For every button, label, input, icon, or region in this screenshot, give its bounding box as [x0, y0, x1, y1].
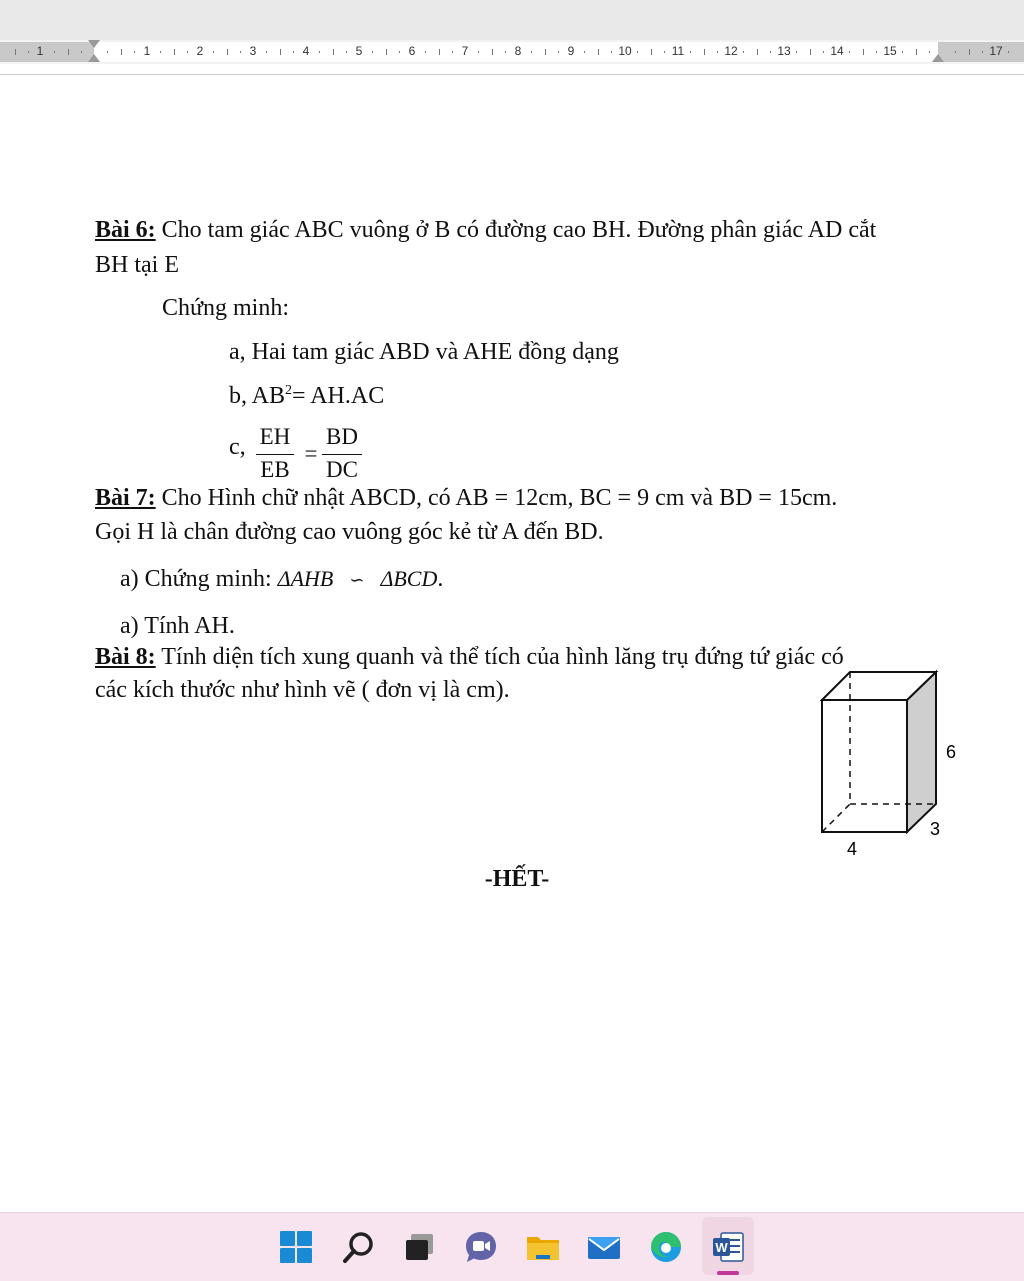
- bai8-text: Tính diện tích xung quanh và thể tích của hình lăng trụ đứng tứ giác có: [155, 644, 844, 670]
- fraction1-denominator: EB: [260, 457, 290, 482]
- ruler-number: 5: [355, 44, 363, 58]
- bai6-line1: [95, 216, 876, 244]
- depth-label: 3: [930, 819, 941, 839]
- bai8-label: Bài 8:: [95, 644, 156, 670]
- bai6-text: Cho tam giác ABC vuông ở B có đường cao BH. Đường phân giác AD cắt: [155, 217, 877, 243]
- fraction-equals: =: [304, 441, 318, 466]
- ruler-number: 14: [830, 44, 844, 58]
- item-b-suffix: = AH.AC: [292, 383, 385, 409]
- ruler-number: 10: [618, 44, 632, 58]
- end-marker: -HẾT-: [484, 866, 550, 892]
- item-b-superscript: 2: [285, 383, 293, 398]
- ruler-number: 6: [408, 44, 416, 58]
- windows-start-icon[interactable]: [279, 1230, 313, 1264]
- bai7-item-b: a) Tính AH.: [120, 613, 235, 639]
- item-a-prefix: a) Chứng minh:: [120, 566, 278, 592]
- prism-figure: [810, 660, 970, 860]
- item-a-end: .: [437, 566, 444, 592]
- bai6-label: Bài 6:: [95, 217, 156, 243]
- bai8-line2: các kích thước như hình vẽ ( đơn vị là cm).: [95, 677, 510, 703]
- ruler-number: 12: [724, 44, 738, 58]
- height-label: 6: [946, 742, 957, 762]
- bai7-text: Cho Hình chữ nhật ABCD, có AB = 12cm, BC = 9 cm và BD = 15cm.: [155, 485, 838, 511]
- ruler-number: 3: [249, 44, 257, 58]
- fraction2-denominator: DC: [326, 457, 358, 482]
- ruler-number: 2: [196, 44, 204, 58]
- math-triangle-ahb: ΔAHB: [277, 566, 334, 591]
- math-triangle-bcd: ΔBCD: [380, 566, 438, 591]
- ruler-number: 7: [461, 44, 469, 58]
- fraction1-numerator: EH: [259, 424, 291, 449]
- prism-front-face: [822, 700, 907, 832]
- bai6-item-c-prefix: c,: [229, 434, 246, 460]
- bai7-line1: [95, 484, 837, 512]
- fraction2-numerator: BD: [326, 424, 358, 449]
- item-b-prefix: b, AB: [229, 383, 286, 409]
- fraction2-bar: [322, 454, 362, 455]
- file-explorer-icon[interactable]: [526, 1230, 560, 1264]
- bai7-item-a: [120, 565, 443, 594]
- teams-chat-icon[interactable]: [464, 1230, 498, 1264]
- svg-text:W: W: [715, 1240, 728, 1255]
- ruler-number: 4: [302, 44, 310, 58]
- taskbar: [0, 1212, 1024, 1281]
- ruler-number: 17: [989, 44, 1003, 58]
- task-view-icon[interactable]: [403, 1230, 437, 1264]
- ruler-number: 11: [671, 44, 685, 58]
- bai6-line2: BH tại E: [95, 252, 179, 278]
- ruler-number: 1: [143, 44, 151, 58]
- ruler-number: 15: [883, 44, 897, 58]
- bai6-item-b: [229, 382, 384, 410]
- bai7-line2: Gọi H là chân đường cao vuông góc kẻ từ A đến BD.: [95, 519, 604, 545]
- edge-icon[interactable]: [649, 1230, 683, 1264]
- active-app-indicator: [717, 1271, 739, 1275]
- word-icon[interactable]: [711, 1230, 745, 1264]
- bai7-label: Bài 7:: [95, 485, 156, 511]
- ruler-number: 1: [36, 44, 44, 58]
- ruler-number: 9: [567, 44, 575, 58]
- search-icon[interactable]: [342, 1230, 376, 1264]
- prove-label: Chứng minh:: [162, 295, 290, 321]
- width-label: 4: [847, 839, 858, 859]
- fraction1-bar: [256, 454, 294, 455]
- ruler-number: 13: [777, 44, 791, 58]
- similar-symbol: ∽: [349, 570, 365, 590]
- bai6-item-a: a, Hai tam giác ABD và AHE đồng dạng: [229, 339, 619, 365]
- bai8-line1: [95, 643, 844, 671]
- ruler-number: 8: [514, 44, 522, 58]
- mail-icon[interactable]: [587, 1230, 621, 1264]
